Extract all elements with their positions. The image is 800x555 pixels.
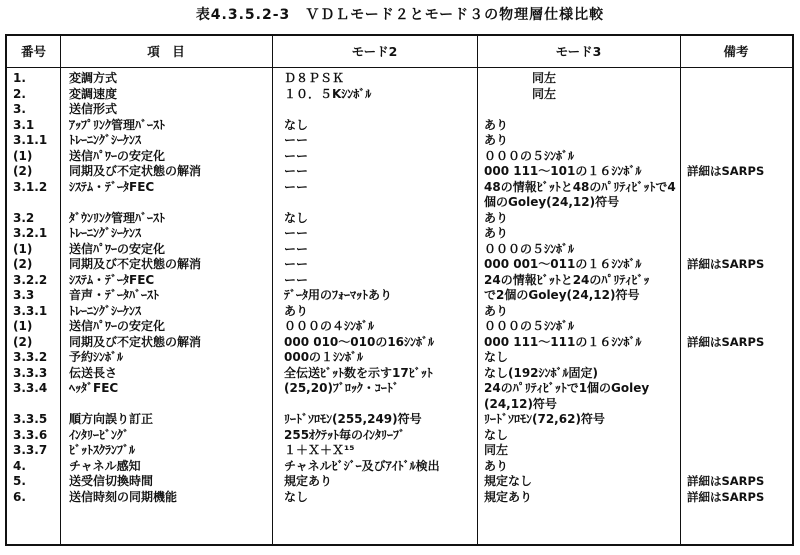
row-mode2: ーー (284, 272, 309, 287)
row-mode3: なし (484, 427, 509, 442)
row-mode3: 規定なし (484, 474, 533, 488)
row-number: 3. (13, 102, 26, 116)
row-number: 3.2.2 (13, 272, 48, 287)
row-number: (2) (13, 257, 33, 271)
header-note: 備考 (723, 44, 749, 59)
header-no: 番号 (20, 44, 46, 59)
row-mode2: チャネルﾋﾞｼﾞｰ及びｱｲﾄﾞﾙ検出 (284, 458, 440, 473)
row-mode3: なし (484, 350, 509, 364)
row-mode3: 規定あり (484, 489, 533, 504)
row-mode2: ０００の４ｼﾝﾎﾞﾙ (284, 319, 375, 333)
row-number: 3.3 (13, 288, 35, 302)
header-mode3: モード3 (555, 44, 602, 59)
row-number: 4. (13, 458, 26, 473)
row-item: 送信ﾊﾟﾜｰの安定化 (69, 319, 166, 333)
row-mode2: なし (284, 117, 309, 132)
row-mode2: ーー (284, 257, 309, 271)
row-number: (1) (13, 241, 33, 256)
row-number: 5. (13, 474, 26, 488)
row-mode2: ーー (284, 241, 309, 256)
row-item: ﾍｯﾀﾞFEC (69, 381, 119, 395)
row-mode2: なし (284, 489, 309, 504)
row-mode3: 000 001〜011の１６ｼﾝﾎﾞﾙ (484, 257, 642, 271)
row-number: 3.3.5 (13, 412, 48, 426)
row-mode2: ﾃﾞｰﾀ用のﾌｫｰﾏｯﾄあり (284, 288, 393, 302)
row-number: (1) (13, 319, 33, 333)
row-mode2: ーー (284, 179, 309, 194)
row-mode2: ﾘｰﾄﾞｿﾛﾓﾝ(255,249)符号 (284, 412, 422, 426)
row-mode3: あり (484, 117, 509, 132)
row-item: ﾄﾚｰﾆﾝｸﾞｼｰｹﾝｽ (69, 303, 142, 318)
table-row (7, 428, 792, 444)
table-row (7, 118, 792, 134)
table-row (7, 211, 792, 227)
table-row (7, 304, 792, 320)
row-mode2: ーー (284, 226, 309, 240)
row-mode3: 24の情報ﾋﾞｯﾄと24のﾊﾟﾘﾃｨﾋﾞｯ (484, 272, 650, 287)
row-mode2: １０．５Kｼﾝﾎﾞﾙ (284, 86, 372, 101)
table-row (7, 459, 792, 475)
row-number: 3.1 (13, 117, 35, 132)
table-row (7, 180, 792, 211)
table-row (7, 257, 792, 273)
row-note: 詳細はSARPS (687, 489, 765, 504)
row-number: 3.3.7 (13, 443, 48, 457)
table-row (7, 381, 792, 412)
row-item: 同期及び不定状態の解消 (69, 334, 202, 349)
table-row (7, 133, 792, 149)
row-note: 詳細はSARPS (687, 474, 765, 488)
row-mode2: ーー (284, 133, 309, 147)
table-row (7, 490, 792, 506)
row-item: 順方向誤り訂正 (69, 412, 154, 426)
table-row (7, 164, 792, 180)
row-mode2: ーー (284, 148, 309, 163)
row-mode3: ０００の５ｼﾝﾎﾞﾙ (484, 319, 575, 333)
table-body (7, 71, 792, 505)
row-item: ｼｽﾃﾑ・ﾃﾞｰﾀFEC (69, 272, 155, 287)
row-mode3: で2個のGoley(24,12)符号 (484, 288, 640, 302)
row-note: 詳細はSARPS (687, 257, 765, 271)
row-mode2: (25,20)ﾌﾞﾛｯｸ・ｺｰﾄﾞ (284, 381, 399, 395)
table-row (7, 102, 792, 118)
table-row (7, 366, 792, 382)
row-mode3: 48の情報ﾋﾞｯﾄと48のﾊﾟﾘﾃｨﾋﾞｯﾄで4個のGoley(24,12)符号 (484, 179, 676, 209)
row-item: ｱｯﾌﾟﾘﾝｸ管理ﾊﾞｰｽﾄ (69, 117, 166, 132)
row-number: (2) (13, 334, 33, 349)
row-mode2: なし (284, 210, 309, 225)
row-mode2: 規定あり (284, 474, 333, 488)
row-number: 3.3.4 (13, 381, 48, 395)
table-row (7, 443, 792, 459)
row-number: (1) (13, 148, 33, 163)
row-mode2: ーー (284, 164, 309, 178)
row-number: 3.3.2 (13, 350, 48, 364)
row-item: ｲﾝﾀﾘｰﾋﾞﾝｸﾞ (69, 427, 130, 442)
row-mode3: あり (484, 226, 509, 240)
row-mode2: 255ｵｸﾃｯﾄ毎のｲﾝﾀﾘｰﾌﾞ (284, 427, 406, 442)
header-item: 項 目 (147, 44, 185, 59)
header-mode2: モード2 (351, 44, 398, 59)
row-mode3: なし(192ｼﾝﾎﾞﾙ固定) (484, 365, 599, 380)
row-mode3: 24のﾊﾟﾘﾃｨﾋﾞｯﾄで1個のGoley (24,12)符号 (484, 381, 650, 411)
row-item: 変調方式 (69, 71, 118, 85)
header-divider (7, 67, 792, 68)
row-item: 伝送長さ (69, 365, 118, 380)
table-row (7, 319, 792, 335)
table-row (7, 412, 792, 428)
row-item: ﾄﾚｰﾆﾝｸﾞｼｰｹﾝｽ (69, 226, 142, 240)
row-mode3: あり (484, 303, 509, 318)
row-mode2: 000 010〜010の16ｼﾝﾎﾞﾙ (284, 334, 435, 349)
table-row (7, 242, 792, 258)
row-mode3: ０００の５ｼﾝﾎﾞﾙ (484, 241, 575, 256)
row-item: 送受信切換時間 (69, 474, 154, 488)
table-row (7, 273, 792, 289)
table-row (7, 350, 792, 366)
row-mode2: Ｄ８ＰＳＫ (284, 71, 345, 85)
row-note: 詳細はSARPS (687, 164, 765, 178)
row-number: 3.3.6 (13, 427, 48, 442)
row-mode2: 全伝送ﾋﾞｯﾄ数を示す17ﾋﾞｯﾄ (284, 365, 433, 380)
row-number: (2) (13, 164, 33, 178)
row-item: 送信ﾊﾟﾜｰの安定化 (69, 148, 166, 163)
row-number: 3.3.3 (13, 365, 48, 380)
row-number: 1. (13, 71, 26, 85)
row-mode2: あり (284, 303, 309, 318)
row-mode3: あり (484, 133, 509, 147)
row-mode3: ﾘｰﾄﾞｿﾛﾓﾝ(72,62)符号 (484, 412, 605, 426)
row-item: ﾀﾞｳﾝﾘﾝｸ管理ﾊﾞｰｽﾄ (69, 210, 166, 225)
row-number: 2. (13, 86, 26, 101)
row-number: 3.1.2 (13, 179, 48, 194)
row-number: 3.2.1 (13, 226, 48, 240)
table-row (7, 474, 792, 490)
row-item: 変調速度 (69, 86, 118, 101)
row-item: 音声・ﾃﾞｰﾀﾊﾞｰｽﾄ (69, 288, 160, 302)
row-number: 6. (13, 489, 26, 504)
table-row (7, 87, 792, 103)
row-mode2: 000の１ｼﾝﾎﾞﾙ (284, 350, 364, 364)
row-note: 詳細はSARPS (687, 334, 765, 349)
row-item: ｼｽﾃﾑ・ﾃﾞｰﾀFEC (69, 179, 155, 194)
row-mode3: 同左 (484, 71, 557, 85)
row-mode3: 同左 (484, 443, 509, 457)
table-row (7, 288, 792, 304)
comparison-table (5, 34, 794, 546)
row-item: 送信形式 (69, 102, 118, 116)
row-mode3: あり (484, 458, 509, 473)
row-mode2: １＋Ｘ＋Ｘ¹⁵ (284, 443, 355, 457)
table-title: 表4.3.5.2-3 ＶＤＬモード２とモード３の物理層仕様比較 (195, 7, 605, 23)
table-row (7, 149, 792, 165)
row-mode3: ０００の５ｼﾝﾎﾞﾙ (484, 148, 575, 163)
table-row (7, 335, 792, 351)
row-item: 送信時刻の同期機能 (69, 489, 178, 504)
row-item: 送信ﾊﾟﾜｰの安定化 (69, 241, 166, 256)
table-row (7, 71, 792, 87)
row-number: 3.1.1 (13, 133, 48, 147)
row-mode3: 同左 (484, 86, 557, 101)
row-item: 同期及び不定状態の解消 (69, 257, 202, 271)
row-mode3: 000 111〜111の１６ｼﾝﾎﾞﾙ (484, 334, 642, 349)
row-item: 予約ｼﾝﾎﾞﾙ (69, 350, 124, 364)
row-item: ﾋﾞｯﾄｽｸﾗﾝﾌﾞﾙ (69, 443, 136, 457)
row-number: 3.3.1 (13, 303, 48, 318)
table-row (7, 226, 792, 242)
row-item: チャネル感知 (69, 458, 141, 473)
row-item: 同期及び不定状態の解消 (69, 164, 202, 178)
row-number: 3.2 (13, 210, 35, 225)
row-item: ﾄﾚｰﾆﾝｸﾞｼｰｹﾝｽ (69, 133, 142, 147)
row-mode3: あり (484, 210, 509, 225)
row-mode3: 000 111〜101の１６ｼﾝﾎﾞﾙ (484, 164, 642, 178)
